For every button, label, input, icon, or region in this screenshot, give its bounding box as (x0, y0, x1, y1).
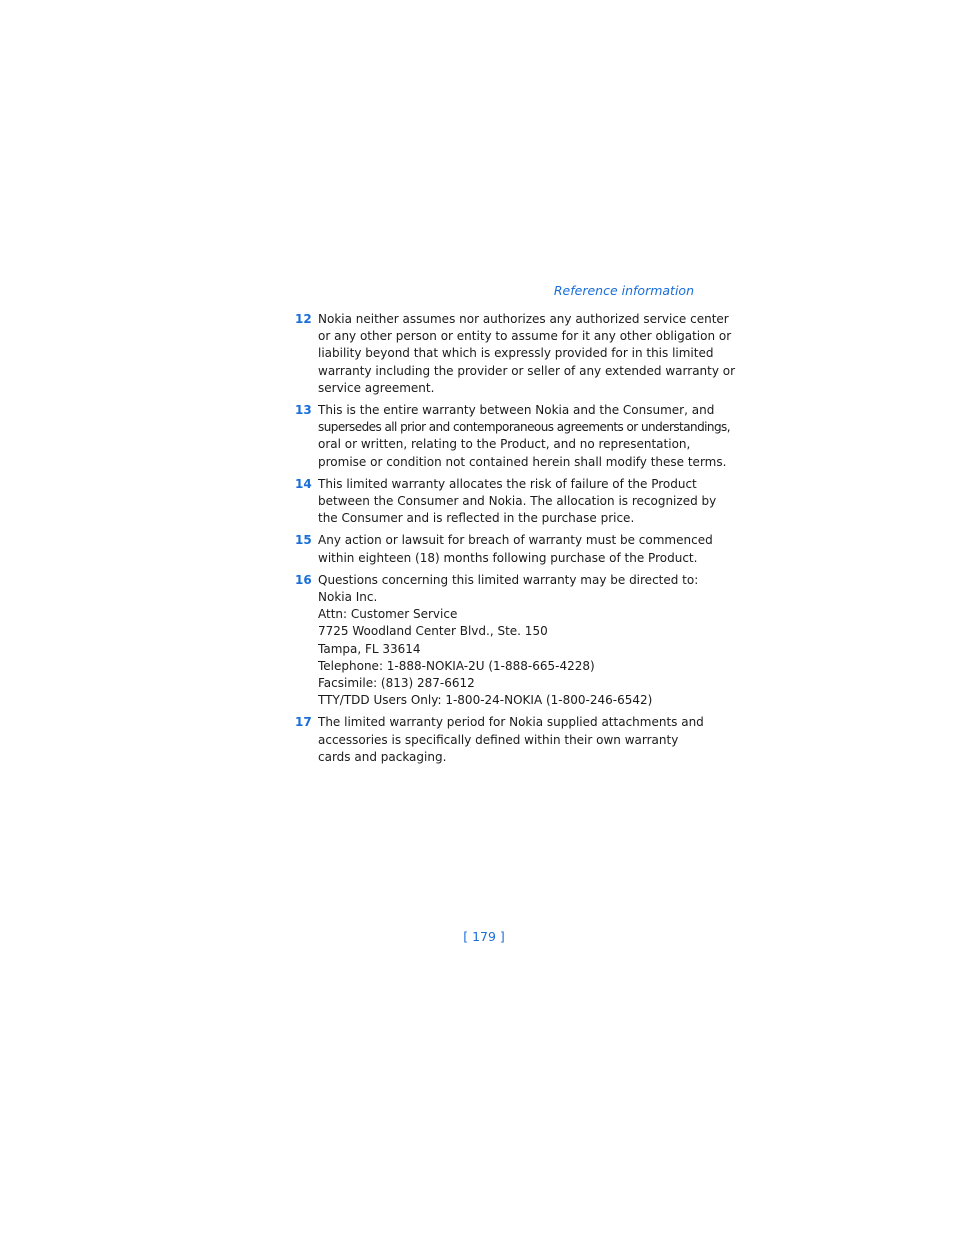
page-number: [ 179 ] (463, 929, 505, 944)
list-item (295, 532, 713, 566)
address-city: Tampa, FL 33614 (318, 641, 421, 656)
text-line: service agreement. (318, 380, 435, 395)
tty-tdd: TTY/TDD Users Only: 1-800-24-NOKIA (1-800-246-6542) (318, 693, 653, 708)
item-text (318, 572, 698, 710)
text-line: Nokia neither assumes nor authorizes any authorized service center (318, 312, 729, 326)
item-text (318, 402, 730, 471)
item-text (318, 476, 716, 528)
text-line: accessories is specifically defined within their own warranty (318, 732, 679, 747)
item-number: 14 (295, 476, 312, 491)
list-item (295, 714, 704, 766)
telephone: Telephone: 1-888-NOKIA-2U (1-888-665-4228) (318, 658, 595, 673)
text-line: oral or written, relating to the Product, and no representation, (318, 437, 691, 452)
item-number: 15 (295, 533, 312, 548)
address-street: 7725 Woodland Center Blvd., Ste. 150 (318, 624, 548, 639)
facsimile: Facsimile: (813) 287-6612 (318, 676, 475, 691)
section-header: Reference information (553, 283, 694, 298)
item-number: 16 (295, 572, 312, 587)
item-number: 13 (295, 403, 312, 418)
text-line: between the Consumer and Nokia. The allocation is recognized by (318, 494, 717, 509)
text-line: Any action or lawsuit for breach of warranty must be commenced (318, 533, 713, 548)
text-line: The limited warranty period for Nokia supplied attachments and (318, 715, 704, 730)
list-item (295, 311, 736, 397)
text-line: within eighteen (18) months following purchase of the Product. (318, 550, 698, 565)
text-line: cards and packaging. (318, 749, 447, 764)
text-line: promise or condition not contained herein shall modify these terms. (318, 454, 727, 469)
text-line: liability beyond that which is expressly provided for in this limited (318, 346, 714, 361)
list-item (295, 572, 699, 710)
list-item (295, 476, 717, 528)
item-number: 17 (295, 715, 312, 730)
item-number: 12 (295, 312, 312, 326)
text-line: This is the entire warranty between Nokia and the Consumer, and (318, 403, 715, 418)
item-text (318, 532, 713, 566)
text-line: or any other person or entity to assume for it any other obligation or (318, 329, 732, 344)
text-line: the Consumer and is reflected in the purchase price. (318, 511, 635, 526)
text-line: This limited warranty allocates the risk of failure of the Product (318, 476, 697, 491)
list-item (295, 402, 731, 471)
address-company: Nokia Inc. (318, 590, 378, 605)
address-attention: Attn: Customer Service (318, 607, 458, 622)
warranty-terms-list (295, 311, 736, 771)
text-line: warranty including the provider or seller of any extended warranty or (318, 363, 736, 378)
item-text (318, 311, 735, 397)
text-line: supersedes all prior and contemporaneous agreements or understandings, (318, 420, 731, 435)
text-line: Questions concerning this limited warranty may be directed to: (318, 572, 699, 587)
item-text (318, 714, 704, 766)
